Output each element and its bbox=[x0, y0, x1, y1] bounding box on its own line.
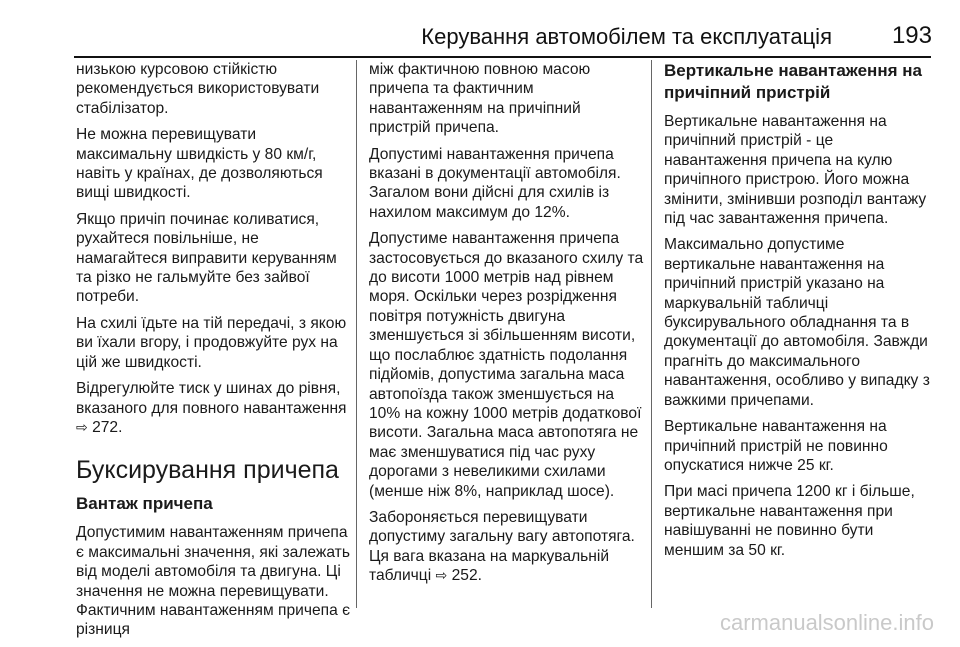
arrow-right-icon: ⇨ bbox=[435, 567, 448, 584]
paragraph: Вертикальне навантаження на причіпний пристрій - це навантаження причепа на кулю причіпного пристрою. Його можна змінити, змінивши розподіл вантажу під час завантаження причепа. bbox=[664, 113, 927, 228]
paragraph: між фактичною повною масою причепа та фактичним навантаженням на причіпний пристрій причепа. bbox=[369, 61, 591, 137]
section-heading: Буксирування причепа bbox=[76, 456, 339, 485]
paragraph: На схилі їдьте на тій передачі, з якою ви їхали вгору, і продовжуйте рух на цій же швидкості. bbox=[76, 314, 347, 371]
column-right bbox=[664, 60, 936, 567]
page-reference-number: 252. bbox=[451, 567, 482, 585]
paragraph: При масі причепа 1200 кг і більше, вертикальне навантаження при навішуванні не повинно бути меншим за 50 кг. bbox=[664, 483, 915, 559]
arrow-right-icon: ⇨ bbox=[76, 418, 88, 435]
paragraph-text: Забороняється перевищувати допустиму загальну вагу автопотяга. Ця вага вказана на маркувальній табличці bbox=[369, 508, 635, 585]
paragraph: Не можна перевищувати максимальну швидкість у 80 км/г, навіть у країнах, де дозволяються вищі швидкості. bbox=[76, 126, 323, 202]
subsection-heading: Вертикальне навантаження на причіпний пристрій bbox=[664, 61, 922, 102]
subsection-heading: Вантаж причепа bbox=[76, 494, 213, 514]
page-header bbox=[0, 0, 960, 55]
watermark: carmanualsonline.info bbox=[719, 610, 934, 635]
paragraph-text: Відрегулюйте тиск у шинах до рівня, вказаного для повного навантаження bbox=[76, 380, 347, 417]
paragraph: Допустимі навантаження причепа вказані в документації автомобіля. Загалом вони дійсні для схилів із нахилом максимум до 12%. bbox=[369, 145, 621, 221]
column-divider bbox=[356, 60, 357, 608]
page-number: 193 bbox=[891, 22, 932, 49]
paragraph: Допустимим навантаженням причепа є максимальні значення, які залежать від моделі автомобіля та двигуна. Ці значення не можна перевищувати. Фактичним навантаженням причепа є різниця bbox=[76, 524, 351, 639]
column-divider bbox=[651, 60, 652, 608]
paragraph-with-reference bbox=[369, 508, 646, 586]
page-title: Керування автомобілем та експлуатація bbox=[421, 24, 832, 49]
paragraph-with-reference bbox=[76, 379, 352, 437]
paragraph: низькою курсовою стійкістю рекомендується використовувати стабілізатор. bbox=[76, 61, 320, 117]
column-left bbox=[76, 60, 352, 647]
page-reference-link[interactable] bbox=[436, 566, 482, 585]
paragraph: Якщо причіп починає коливатися, рухайтеся повільніше, не намагайтеся виправити керуванням та різко не гальмуйте без зайвої потреби. bbox=[76, 210, 337, 306]
paragraph: Вертикальне навантаження на причіпний пристрій не повинно опускатися нижче 25 кг. bbox=[664, 418, 888, 474]
page-reference-number: 272. bbox=[92, 418, 123, 436]
page-reference-link[interactable] bbox=[76, 418, 122, 437]
column-middle bbox=[369, 60, 646, 593]
paragraph: Допустиме навантаження причепа застосовується до вказаного схилу та до висоти 1000 метрів над рівнем моря. Оскільки через розрідження повітря потужність двигуна зменшується зі збільшенням висоти, що послаблює здатність подолання підйомів, допустима загальна маса автопоїзда також зменшується на 10% на кожну 1000 метрів додаткової висоти. Загальна маса автопотяга не має зменшуватися під час руху дорогами з невеликими схилами (менше ніж 8%, наприклад шосе). bbox=[369, 230, 644, 500]
header-divider bbox=[74, 56, 931, 58]
paragraph: Максимально допустиме вертикальне навантаження на причіпний пристрій указано на маркувальній табличці буксирувального обладнання та в документації до автомобіля. Завжди прагніть до максимального навантаження, особливо у випадку з важкими причепами. bbox=[664, 236, 930, 409]
